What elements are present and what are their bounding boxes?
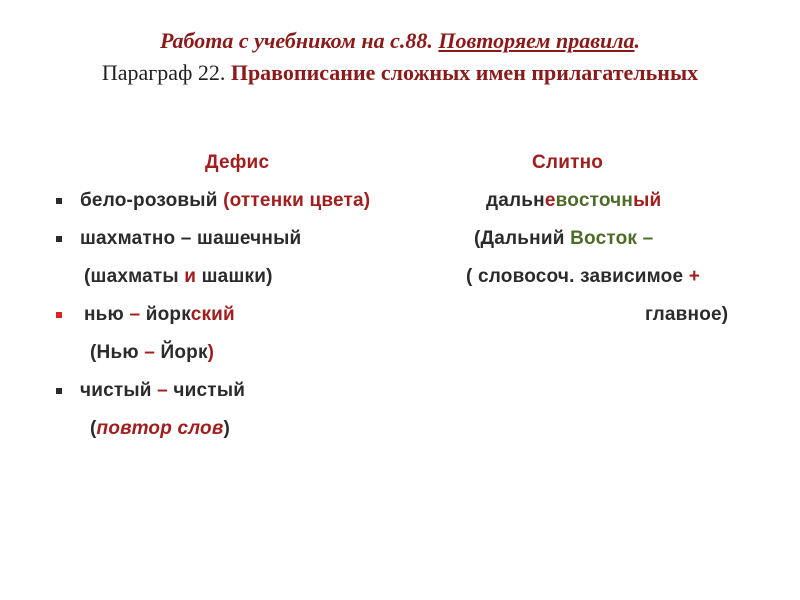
word-root: дальн (486, 190, 545, 211)
hyphen-item-4 (80, 380, 245, 402)
header-together: Слитно (532, 152, 604, 173)
item-dash: – (129, 304, 141, 325)
subtitle-paragraph: Параграф 22. (101, 60, 231, 85)
item-text: чистый (80, 380, 158, 401)
item-text: бело-розовый (80, 190, 224, 211)
note-paren: ) (207, 342, 215, 363)
note-text: шашки) (196, 266, 273, 287)
title-period: . (634, 28, 641, 53)
word-root-2: восточн (555, 190, 634, 211)
word-vowel: е (544, 190, 556, 211)
item-text: йорк (140, 304, 191, 325)
title-text: Работа с учебником на с.88. (159, 28, 439, 53)
phrase-text: (Дальний (474, 228, 571, 249)
note-dash: – (144, 342, 156, 363)
together-note-cont: главное) (645, 304, 729, 325)
together-phrase (474, 228, 653, 250)
title-underlined: Повторяем правила (438, 28, 635, 53)
note-text: Йорк (155, 342, 208, 363)
note-text: (шахматы (84, 266, 185, 287)
together-note (466, 266, 700, 288)
hyphen-item-2-note (84, 266, 273, 288)
hyphen-item-3-note (90, 342, 214, 364)
note-text: (Нью (90, 342, 145, 363)
hyphen-item-3 (84, 304, 235, 326)
hyphen-item-4-note (90, 418, 230, 440)
note-paren: ( (90, 418, 97, 439)
word-ending: ый (633, 190, 662, 211)
item-text: нью (84, 304, 130, 325)
slide-subtitle (0, 60, 800, 86)
hyphen-item-2: шахматно – шашечный (80, 228, 302, 249)
note-text: ( словосоч. зависимое (466, 266, 689, 287)
note-plus: + (688, 266, 700, 287)
phrase-green: Восток – (570, 228, 654, 249)
note-paren: ) (223, 418, 231, 439)
bullet-icon (56, 312, 62, 318)
header-hyphen: Дефис (205, 152, 270, 173)
subtitle-topic: Правописание сложных имен прилагательных (230, 60, 699, 85)
bullet-icon (56, 388, 62, 394)
item-suffix: ский (190, 304, 235, 325)
item-text: чистый (167, 380, 246, 401)
item-dash: – (157, 380, 168, 401)
bullet-icon (56, 198, 62, 204)
note-text: повтор слов (96, 418, 224, 439)
note-conjunction: и (184, 266, 197, 287)
item-note: (оттенки цвета) (223, 190, 371, 211)
together-word (486, 190, 661, 212)
slide-title (0, 28, 800, 54)
bullet-icon (56, 236, 62, 242)
hyphen-item-1 (80, 190, 370, 212)
